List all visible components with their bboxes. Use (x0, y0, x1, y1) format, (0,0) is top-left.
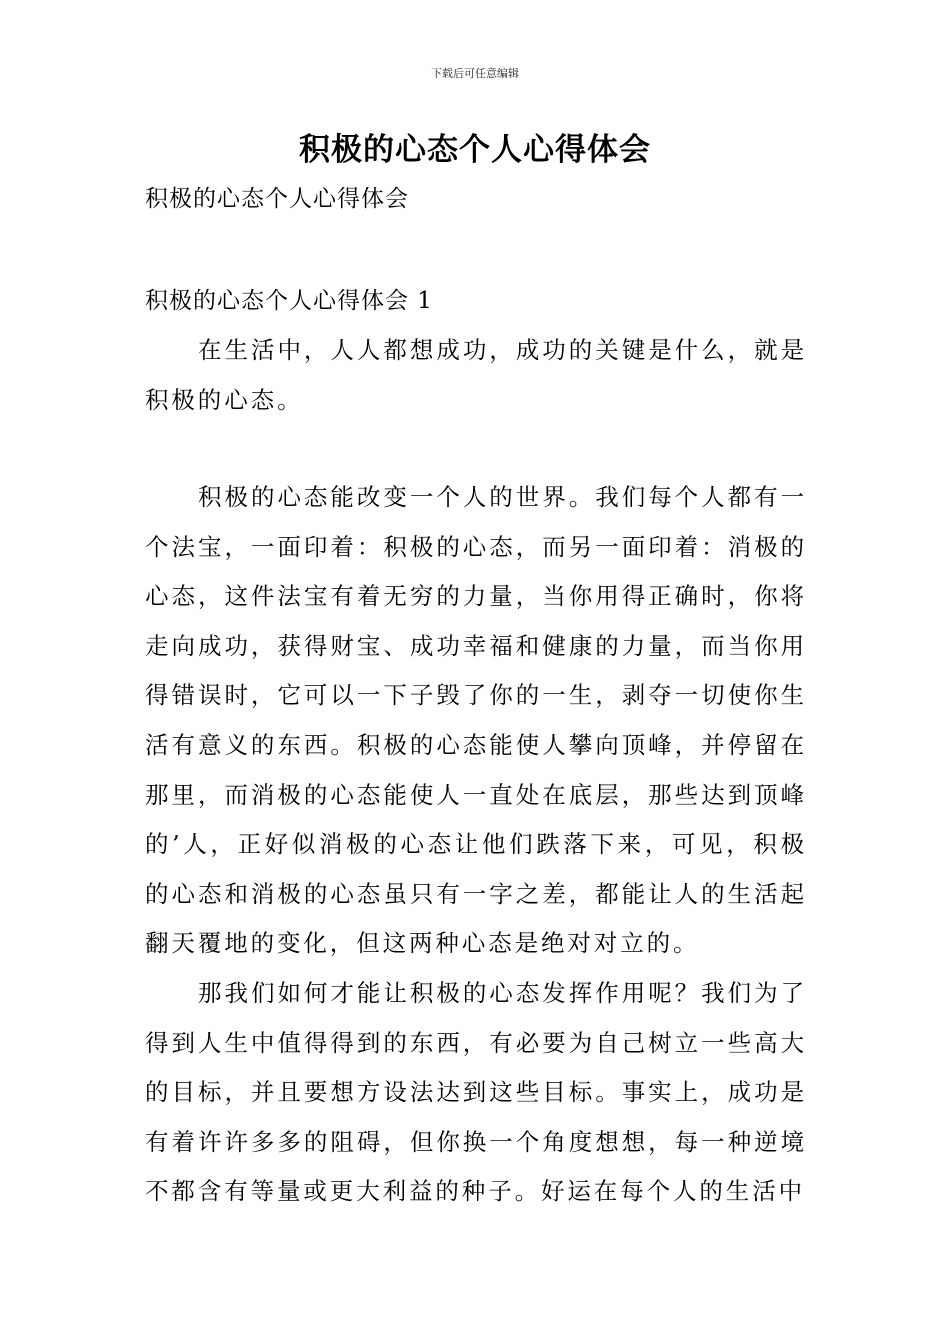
section-heading: 积极的心态个人心得体会 1 (145, 288, 433, 314)
body-paragraph-2: 积极的心态能改变一个人的世界。我们每个人都有一个法宝，一面印着：积极的心态，而另一面印着：消极的心态，这件法宝有着无穷的力量，当你用得正确时，你将走向成功，获得财宝、成功幸福和健康的力量，而当你用得错误时，它可以一下子毁了你的一生，剥夺一切使你生活有意义的东西。积极的心态能使人攀向顶峰，并停留在那里，而消极的心态能使人一直处在底层，那些达到顶峰的’人，正好似消极的心态让他们跌落下来，可见，积极的心态和消极的心态虽只有一字之差，都能让人的生活起翻天覆地的变化，但这两种心态是绝对对立的。 (145, 483, 807, 958)
body-paragraph-3: 那我们如何才能让积极的心态发挥作用呢？我们为了得到人生中值得得到的东西，有必要为自己树立一些高大的目标，并且要想方设法达到这些目标。事实上，成功是有着许许多多的阻碍，但你换一个角度想想，每一种逆境不都含有等量或更大利益的种子。好运在每个人的生活中 (145, 979, 807, 1206)
page-header-note: 下载后可任意编辑 (431, 67, 519, 80)
body-paragraph-1: 在生活中，人人都想成功，成功的关键是什么，就是积极的心态。 (145, 336, 807, 414)
document-title: 积极的心态个人心得体会 (299, 132, 651, 168)
document-subtitle: 积极的心态个人心得体会 (145, 186, 409, 212)
